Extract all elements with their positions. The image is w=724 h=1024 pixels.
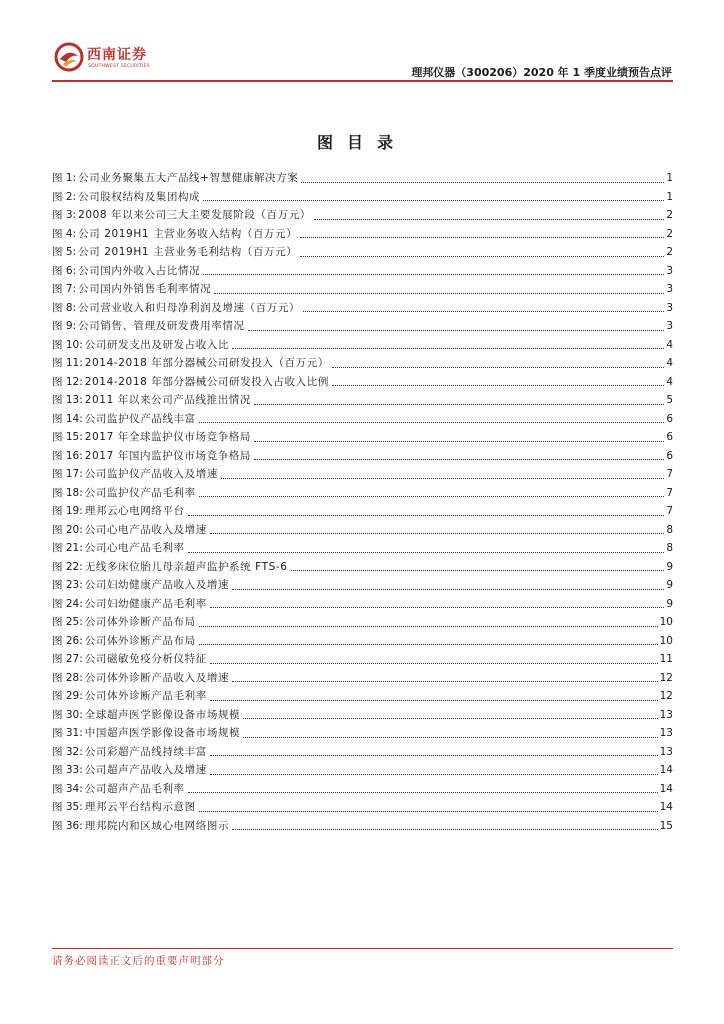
toc-entry-page[interactable]: 4 bbox=[666, 338, 673, 351]
toc-entry-title[interactable]: 公司销售、管理及研发费用率情况 bbox=[78, 320, 245, 332]
toc-entry-page[interactable]: 8 bbox=[666, 542, 673, 554]
toc-dot-leader bbox=[203, 274, 664, 275]
toc-entry-page[interactable]: 6 bbox=[666, 431, 673, 443]
toc-entry-number: 图 11: bbox=[52, 357, 83, 369]
toc-entry-title[interactable]: 理邦云心电网络平台 bbox=[84, 505, 185, 517]
toc-entry[interactable] bbox=[52, 410, 673, 429]
toc-entry-title[interactable]: 公司 2019H1 主营业务毛利结构（百万元） bbox=[78, 246, 298, 258]
toc-entry-page[interactable]: 13 bbox=[659, 708, 673, 721]
toc-entry-title[interactable]: 公司体外诊断产品布局 bbox=[84, 634, 196, 647]
toc-entry[interactable] bbox=[52, 687, 673, 706]
toc-entry[interactable] bbox=[52, 558, 673, 577]
toc-entry-page[interactable]: 12 bbox=[659, 671, 673, 684]
toc-entry[interactable] bbox=[52, 206, 673, 225]
toc-entry-title[interactable]: 理邦院内和区域心电网络图示 bbox=[84, 819, 230, 832]
toc-dot-leader bbox=[199, 811, 658, 812]
toc-entry-title[interactable]: 公司体外诊断产品收入及增速 bbox=[84, 671, 230, 684]
toc-entry-title[interactable]: 理邦云平台结构示意图 bbox=[84, 801, 196, 813]
toc-entry-page[interactable]: 10 bbox=[659, 634, 673, 647]
toc-entry-page[interactable]: 14 bbox=[659, 801, 673, 813]
toc-entry-title[interactable]: 2017 年国内监护仪市场竞争格局 bbox=[84, 449, 252, 462]
toc-entry-number: 图 29: bbox=[52, 690, 83, 702]
toc-dot-leader bbox=[210, 755, 658, 756]
toc-entry-page[interactable]: 14 bbox=[659, 782, 673, 795]
toc-dot-leader bbox=[300, 237, 664, 238]
toc-entry-page[interactable]: 10 bbox=[659, 616, 673, 628]
toc-entry[interactable] bbox=[52, 817, 673, 836]
footer-notice: 请务必阅读正文后的重要声明部分 bbox=[52, 955, 225, 967]
toc-entry-title[interactable]: 公司超声产品收入及增速 bbox=[84, 764, 207, 776]
toc-entry-title[interactable]: 公司监护仪产品线丰富 bbox=[84, 412, 196, 425]
toc-entry-page[interactable]: 4 bbox=[666, 357, 673, 369]
toc-entry-title[interactable]: 公司股权结构及集团构成 bbox=[78, 190, 201, 203]
toc-entry-title[interactable]: 公司彩超产品线持续丰富 bbox=[84, 745, 207, 758]
toc-entry-number: 图 35: bbox=[52, 801, 83, 813]
toc-entry-page[interactable]: 12 bbox=[659, 690, 673, 702]
toc-dot-leader bbox=[254, 404, 664, 405]
toc-entry-page[interactable]: 6 bbox=[666, 449, 673, 462]
toc-dot-leader bbox=[232, 589, 664, 590]
toc-entry[interactable] bbox=[52, 336, 673, 355]
logo-name: 西南证券 bbox=[87, 47, 147, 63]
toc-entry-page[interactable]: 3 bbox=[666, 320, 673, 332]
toc-dot-leader bbox=[210, 700, 658, 701]
toc-dot-leader bbox=[221, 478, 664, 479]
toc-entry-number: 图 33: bbox=[52, 764, 83, 776]
toc-dot-leader bbox=[303, 311, 664, 312]
toc-entry[interactable] bbox=[52, 262, 673, 281]
toc-dot-leader bbox=[232, 681, 658, 682]
toc-entry[interactable] bbox=[52, 780, 673, 799]
toc-entry-title[interactable]: 全球超声医学影像设备市场规模 bbox=[84, 708, 241, 721]
toc-dot-leader bbox=[314, 219, 664, 220]
toc-dot-leader bbox=[203, 200, 664, 201]
toc-dot-leader bbox=[232, 829, 658, 830]
toc-dot-leader bbox=[199, 496, 665, 497]
toc-dot-leader bbox=[188, 552, 665, 553]
toc-dot-leader bbox=[210, 533, 664, 534]
toc-dot-leader bbox=[332, 367, 664, 368]
toc-entry-number: 图 13: bbox=[52, 394, 83, 406]
toc-entry[interactable] bbox=[52, 724, 673, 743]
toc-entry-title[interactable]: 公司体外诊断产品布局 bbox=[84, 616, 196, 628]
toc-entry-page[interactable]: 6 bbox=[666, 412, 673, 425]
toc-entry-title[interactable]: 公司 2019H1 主营业务收入结构（百万元） bbox=[78, 227, 298, 240]
toc-entry[interactable] bbox=[52, 280, 673, 299]
toc-entry-number: 图 26: bbox=[52, 634, 83, 647]
toc-dot-leader bbox=[254, 459, 664, 460]
toc-entry[interactable] bbox=[52, 743, 673, 762]
toc-entry-title[interactable]: 公司国内外销售毛利率情况 bbox=[78, 283, 212, 295]
toc-entry[interactable] bbox=[52, 706, 673, 725]
toc-entry-number: 图 25: bbox=[52, 616, 83, 628]
toc-entry-page[interactable]: 14 bbox=[659, 764, 673, 776]
toc-entry-number: 图 17: bbox=[52, 468, 83, 480]
toc-entry-page[interactable]: 13 bbox=[659, 745, 673, 758]
toc-entry-title[interactable]: 公司心电产品毛利率 bbox=[84, 542, 185, 554]
toc-entry-number: 图 19: bbox=[52, 505, 83, 517]
toc-entry-page[interactable]: 15 bbox=[659, 819, 673, 832]
toc-entry-page[interactable]: 9 bbox=[666, 597, 673, 610]
toc-entry-number: 图 14: bbox=[52, 412, 83, 425]
toc-entry-title[interactable]: 无线多床位胎儿母亲超声监护系统 FTS-6 bbox=[84, 560, 288, 573]
toc-entry-number: 图 32: bbox=[52, 745, 83, 758]
toc-dot-leader bbox=[199, 422, 665, 423]
toc-entry-page[interactable]: 11 bbox=[659, 653, 673, 665]
toc-dot-leader bbox=[243, 718, 657, 719]
toc-entry-title[interactable]: 公司磁敏免疫分析仪特征 bbox=[84, 653, 207, 665]
toc-entry-number: 图 9: bbox=[52, 320, 77, 332]
toc-entry-page[interactable]: 4 bbox=[666, 375, 673, 388]
toc-entry-title[interactable]: 公司体外诊断产品毛利率 bbox=[84, 690, 207, 702]
toc-entry-title[interactable]: 中国超声医学影像设备市场规模 bbox=[84, 727, 241, 739]
toc-entry-page[interactable]: 5 bbox=[666, 394, 673, 406]
toc-entry-title[interactable]: 公司监护仪产品毛利率 bbox=[84, 486, 196, 499]
table-of-figures bbox=[52, 169, 673, 835]
toc-entry-page[interactable]: 2 bbox=[666, 209, 673, 221]
toc-entry-number: 图 30: bbox=[52, 708, 83, 721]
toc-dot-leader bbox=[210, 663, 658, 664]
toc-dot-leader bbox=[300, 256, 664, 257]
toc-entry-number: 图 36: bbox=[52, 819, 83, 832]
toc-entry-number: 图 2: bbox=[52, 190, 77, 203]
toc-heading: 图目录 bbox=[316, 133, 407, 152]
toc-entry[interactable] bbox=[52, 595, 673, 614]
toc-entry[interactable] bbox=[52, 465, 673, 484]
toc-entry-number: 图 28: bbox=[52, 671, 83, 684]
toc-entry-title[interactable]: 2014-2018 年部分器械公司研发投入占收入比例 bbox=[84, 375, 329, 388]
toc-dot-leader bbox=[210, 774, 658, 775]
toc-entry-title[interactable]: 2011 年以来公司产品线推出情况 bbox=[84, 394, 252, 406]
toc-entry[interactable] bbox=[52, 225, 673, 244]
toc-entry-number: 图 8: bbox=[52, 301, 77, 314]
toc-entry-number: 图 12: bbox=[52, 375, 83, 388]
toc-entry-number: 图 20: bbox=[52, 523, 83, 536]
toc-entry-title[interactable]: 2017 年全球监护仪市场竞争格局 bbox=[84, 431, 252, 443]
toc-entry[interactable] bbox=[52, 299, 673, 318]
report-title: 理邦仪器（300206）2020 年 1 季度业绩预告点评 bbox=[411, 66, 672, 79]
toc-dot-leader bbox=[214, 293, 664, 294]
toc-entry-page[interactable]: 2 bbox=[666, 246, 673, 258]
toc-dot-leader bbox=[232, 348, 664, 349]
toc-entry-title[interactable]: 公司妇幼健康产品收入及增速 bbox=[84, 579, 230, 591]
toc-entry-page[interactable]: 9 bbox=[666, 560, 673, 573]
toc-entry[interactable] bbox=[52, 484, 673, 503]
toc-entry-number: 图 23: bbox=[52, 579, 83, 591]
toc-entry-title[interactable]: 公司国内外收入占比情况 bbox=[78, 264, 201, 277]
toc-entry-title[interactable]: 公司业务聚集五大产品线+智慧健康解决方案 bbox=[78, 172, 299, 184]
toc-entry-number: 图 15: bbox=[52, 431, 83, 443]
toc-entry-title[interactable]: 公司妇幼健康产品毛利率 bbox=[84, 597, 207, 610]
toc-entry[interactable] bbox=[52, 632, 673, 651]
page-header bbox=[0, 0, 724, 84]
toc-dot-leader bbox=[254, 441, 664, 442]
toc-entry[interactable] bbox=[52, 373, 673, 392]
toc-entry[interactable] bbox=[52, 613, 673, 632]
toc-entry-number: 图 16: bbox=[52, 449, 83, 462]
toc-entry-page[interactable]: 2 bbox=[666, 227, 673, 240]
toc-entry-number: 图 22: bbox=[52, 560, 83, 573]
toc-entry-page[interactable]: 3 bbox=[666, 301, 673, 314]
toc-dot-leader bbox=[188, 792, 658, 793]
logo-mark-icon bbox=[54, 42, 84, 72]
toc-entry-number: 图 34: bbox=[52, 782, 83, 795]
toc-dot-leader bbox=[301, 182, 664, 183]
toc-entry[interactable] bbox=[52, 188, 673, 207]
toc-dot-leader bbox=[248, 330, 665, 331]
toc-entry-number: 图 10: bbox=[52, 338, 83, 351]
toc-entry-number: 图 24: bbox=[52, 597, 83, 610]
toc-entry-title[interactable]: 2008 年以来公司三大主要发展阶段（百万元） bbox=[78, 209, 311, 221]
toc-entry-title[interactable]: 公司心电产品收入及增速 bbox=[84, 523, 207, 536]
toc-entry[interactable] bbox=[52, 502, 673, 521]
toc-entry-page[interactable]: 7 bbox=[666, 505, 673, 517]
toc-entry-title[interactable]: 公司研发支出及研发占收入比 bbox=[84, 338, 230, 351]
toc-entry-number: 图 4: bbox=[52, 227, 77, 240]
toc-entry-title[interactable]: 公司超声产品毛利率 bbox=[84, 782, 185, 795]
toc-entry-page[interactable]: 9 bbox=[666, 579, 673, 591]
header-divider bbox=[52, 80, 673, 82]
toc-entry-number: 图 1: bbox=[52, 172, 77, 184]
toc-dot-leader bbox=[199, 644, 658, 645]
toc-entry-page[interactable]: 13 bbox=[659, 727, 673, 739]
toc-entry[interactable] bbox=[52, 243, 673, 262]
toc-entry-title[interactable]: 公司监护仪产品收入及增速 bbox=[84, 468, 218, 480]
toc-entry[interactable] bbox=[52, 650, 673, 669]
toc-entry-number: 图 7: bbox=[52, 283, 77, 295]
toc-dot-leader bbox=[291, 570, 665, 571]
toc-entry[interactable] bbox=[52, 428, 673, 447]
toc-entry[interactable] bbox=[52, 317, 673, 336]
toc-entry-page[interactable]: 8 bbox=[666, 523, 673, 536]
toc-dot-leader bbox=[332, 385, 664, 386]
toc-dot-leader bbox=[188, 515, 665, 516]
toc-entry-title[interactable]: 公司营业收入和归母净利润及增速（百万元） bbox=[78, 301, 301, 314]
toc-entry[interactable] bbox=[52, 521, 673, 540]
toc-entry-page[interactable]: 3 bbox=[666, 283, 673, 295]
toc-entry-number: 图 31: bbox=[52, 727, 83, 739]
toc-entry-number: 图 6: bbox=[52, 264, 77, 277]
toc-entry-title[interactable]: 2014-2018 年部分器械公司研发投入（百万元） bbox=[84, 357, 329, 369]
toc-entry-page[interactable]: 7 bbox=[666, 486, 673, 499]
footer-divider bbox=[52, 948, 673, 949]
toc-dot-leader bbox=[199, 626, 658, 627]
toc-entry-number: 图 21: bbox=[52, 542, 83, 554]
toc-entry[interactable] bbox=[52, 391, 673, 410]
logo-subtitle: SOUTHWEST SECURITIES bbox=[88, 64, 150, 69]
toc-entry-number: 图 5: bbox=[52, 246, 77, 258]
toc-entry-page[interactable]: 7 bbox=[666, 468, 673, 480]
toc-entry-page[interactable]: 1 bbox=[666, 172, 673, 184]
toc-entry[interactable] bbox=[52, 576, 673, 595]
toc-entry[interactable] bbox=[52, 539, 673, 558]
toc-entry-number: 图 27: bbox=[52, 653, 83, 665]
toc-entry[interactable] bbox=[52, 169, 673, 188]
toc-entry[interactable] bbox=[52, 761, 673, 780]
toc-entry[interactable] bbox=[52, 798, 673, 817]
toc-entry[interactable] bbox=[52, 354, 673, 373]
toc-entry-page[interactable]: 1 bbox=[666, 190, 673, 203]
toc-entry[interactable] bbox=[52, 447, 673, 466]
toc-entry-page[interactable]: 3 bbox=[666, 264, 673, 277]
toc-entry-number: 图 3: bbox=[52, 209, 77, 221]
toc-dot-leader bbox=[243, 737, 657, 738]
toc-entry[interactable] bbox=[52, 669, 673, 688]
company-logo bbox=[54, 42, 170, 76]
toc-entry-number: 图 18: bbox=[52, 486, 83, 499]
toc-dot-leader bbox=[210, 607, 664, 608]
